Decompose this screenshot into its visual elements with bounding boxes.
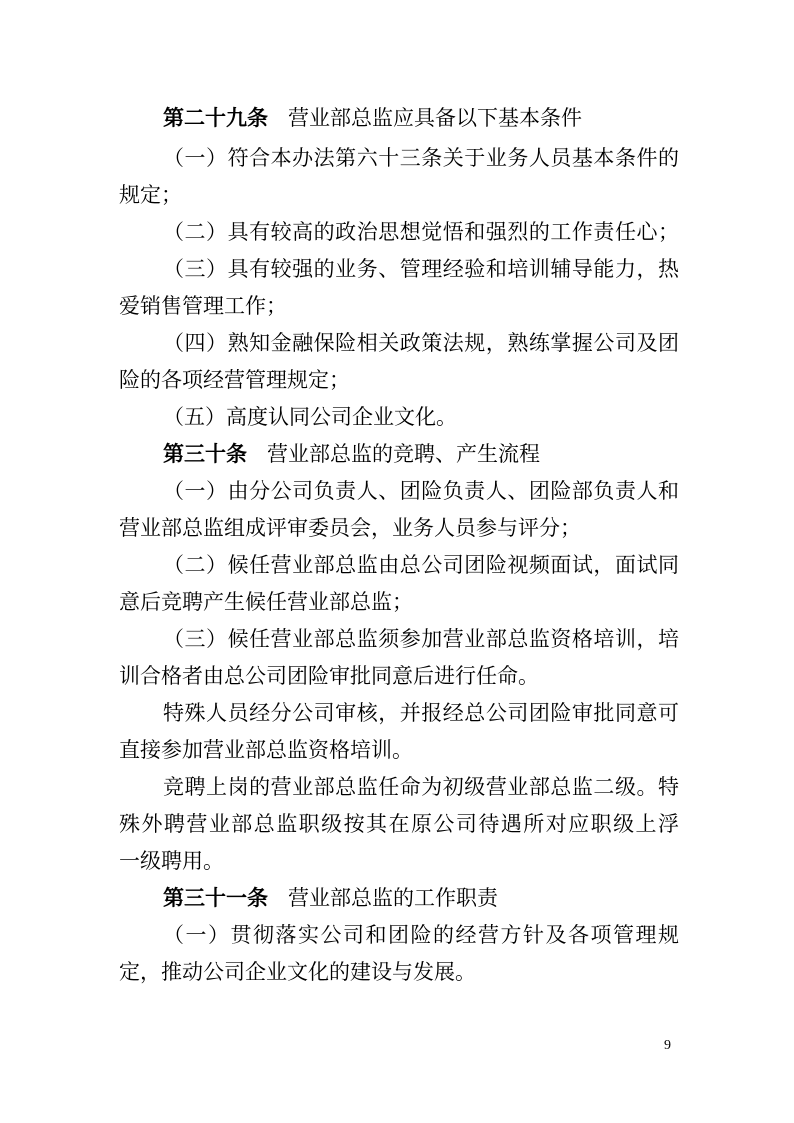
article-30-item-1-line-1: （一）由分公司负责人、团险负责人、团险部负责人和 xyxy=(163,479,679,503)
article-30-item-2-line-2: 意后竞聘产生候任营业部总监； xyxy=(119,590,413,614)
article-30-paragraph-2-line-3: 一级聘用。 xyxy=(119,849,224,873)
article-30-paragraph-1-line-2: 直接参加营业部总监资格培训。 xyxy=(119,738,413,762)
article-30-paragraph-2-line-2: 殊外聘营业部总监职级按其在原公司待遇所对应职级上浮 xyxy=(119,812,679,836)
article-29-item-2: （二）具有较高的政治思想觉悟和强烈的工作责任心； xyxy=(163,220,679,244)
article-29-heading xyxy=(163,100,679,136)
article-29-item-4-line-2: 险的各项经营管理规定； xyxy=(119,368,350,392)
article-31-item-1-line-2: 定，推动公司企业文化的建设与发展。 xyxy=(119,960,476,984)
article-31-item-1-line-1: （一）贯彻落实公司和团险的经营方针及各项管理规 xyxy=(163,923,679,947)
article-29-item-4-line-1: （四）熟知金融保险相关政策法规，熟练掌握公司及团 xyxy=(163,331,679,355)
article-30-item-2-line-1: （二）候任营业部总监由总公司团险视频面试，面试同 xyxy=(163,553,679,577)
article-30-item-3-line-1: （三）候任营业部总监须参加营业部总监资格培训，培 xyxy=(163,627,679,651)
article-31-title: 营业部总监的工作职责 xyxy=(288,886,498,910)
article-30-heading xyxy=(163,436,679,472)
article-30-paragraph-2-line-1: 竞聘上岗的营业部总监任命为初级营业部总监二级。特 xyxy=(163,775,679,799)
article-31-label: 第三十一条 xyxy=(163,886,268,910)
article-31-heading xyxy=(163,880,679,916)
article-30-item-3-line-2: 训合格者由总公司团险审批同意后进行任命。 xyxy=(119,664,539,688)
page-number: 9 xyxy=(664,1038,671,1053)
article-30-label: 第三十条 xyxy=(163,442,247,466)
article-29-title: 营业部总监应具备以下基本条件 xyxy=(288,106,582,130)
article-29-item-3-line-2: 爱销售管理工作； xyxy=(119,294,287,318)
article-29-label: 第二十九条 xyxy=(163,106,268,130)
article-30-title: 营业部总监的竞聘、产生流程 xyxy=(267,442,540,466)
article-29-item-1-line-1: （一）符合本办法第六十三条关于业务人员基本条件的 xyxy=(163,146,679,170)
article-30-item-1-line-2: 营业部总监组成评审委员会，业务人员参与评分； xyxy=(119,516,581,540)
article-30-paragraph-1-line-1: 特殊人员经分公司审核，并报经总公司团险审批同意可 xyxy=(163,701,679,725)
article-29-item-5: （五）高度认同公司企业文化。 xyxy=(163,405,457,429)
article-29-item-1-line-2: 规定； xyxy=(119,183,182,207)
article-29-item-3-line-1: （三）具有较强的业务、管理经验和培训辅导能力，热 xyxy=(163,257,679,281)
